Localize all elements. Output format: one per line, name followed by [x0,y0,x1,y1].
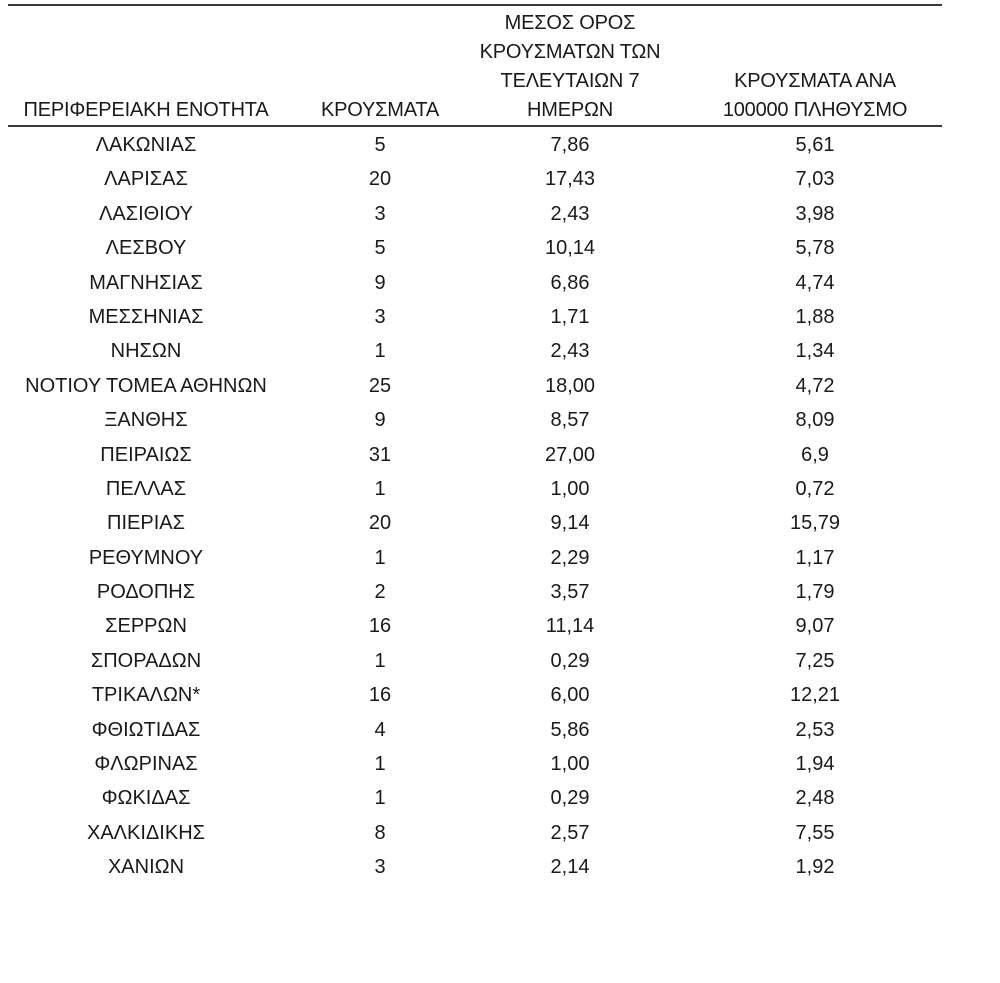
cell-per-100k: 4,74 [795,271,835,294]
cell-region: ΡΟΔΟΠΗΣ [96,581,196,604]
cell-per-100k: 1,92 [795,856,835,879]
cell-per-100k: 6,9 [801,443,829,466]
cell-per-100k: 8,09 [795,409,835,432]
cell-per-100k: 5,61 [795,134,835,156]
cell-avg-7-days: 6,00 [550,684,590,707]
cell-avg-7-days: 8,57 [550,409,590,432]
cell-region: ΧΑΝΙΩΝ [107,856,185,879]
cell-avg-7-days: 6,86 [550,271,590,294]
table-header-rule [8,125,942,127]
header-cases-label: ΚΡΟΥΣΜΑΤΑ [320,99,440,121]
table-row [8,233,942,267]
cell-avg-7-days: 10,14 [544,237,596,260]
table-row [8,336,942,370]
cell-avg-7-days: 2,57 [550,821,590,844]
cell-region: ΛΕΣΒΟΥ [105,237,187,260]
cell-per-100k: 2,53 [795,718,835,741]
cell-cases: 1 [374,477,386,500]
cell-cases: 1 [374,340,386,363]
cell-per-100k: 3,98 [795,202,835,225]
cell-avg-7-days: 3,57 [550,581,590,604]
table-row [8,164,942,198]
cell-region: ΛΑΡΙΣΑΣ [104,168,188,191]
cell-avg-7-days: 2,43 [550,202,590,225]
table-body [8,130,942,887]
cell-avg-7-days: 0,29 [550,649,590,672]
cell-per-100k: 1,34 [795,340,835,363]
cell-per-100k: 7,55 [795,821,835,844]
cell-per-100k: 2,48 [795,787,835,810]
cell-cases: 5 [374,134,386,156]
header-avg-line: ΜΕΣΟΣ ΟΡΟΣ [504,12,636,34]
cell-region: ΛΑΣΙΘΙΟΥ [99,202,193,225]
cell-per-100k: 1,17 [795,546,835,569]
cell-region: ΠΙΕΡΙΑΣ [107,512,185,535]
table-row [8,405,942,439]
cell-cases: 3 [374,202,386,225]
cell-cases: 20 [368,168,392,191]
header-per-100k [690,67,940,125]
table-row [8,543,942,577]
table-row [8,474,942,508]
cell-avg-7-days: 2,43 [550,340,590,363]
table-row [8,508,942,542]
cell-region: ΜΕΣΣΗΝΙΑΣ [88,305,204,328]
cell-cases: 4 [374,718,386,741]
cell-avg-7-days: 17,43 [544,168,596,191]
cell-cases: 1 [374,787,386,810]
cell-region: ΛΑΚΩΝΙΑΣ [95,134,197,156]
header-avg-7-days [460,9,680,125]
table-row [8,646,942,680]
cell-cases: 2 [374,581,386,604]
cell-avg-7-days: 1,00 [550,477,590,500]
header-avg-line: ΤΕΛΕΥΤΑΙΩΝ 7 [500,70,640,92]
table-row [8,783,942,817]
header-per100k-line: 100000 ΠΛΗΘΥΣΜΟ [722,99,908,121]
cell-avg-7-days: 0,29 [550,787,590,810]
table-row [8,852,942,886]
cell-region: ΦΩΚΙΔΑΣ [101,787,191,810]
cell-region: ΣΠΟΡΑΔΩΝ [90,649,202,672]
table-row [8,302,942,336]
cell-region: ΜΑΓΝΗΣΙΑΣ [89,271,203,294]
cell-cases: 9 [374,271,386,294]
cell-cases: 5 [374,237,386,260]
cell-cases: 3 [374,856,386,879]
cell-cases: 1 [374,753,386,776]
cell-avg-7-days: 18,00 [544,374,596,397]
cell-avg-7-days: 1,00 [550,753,590,776]
cell-cases: 3 [374,305,386,328]
cell-region: ΝΟΤΙΟΥ ΤΟΜΕΑ ΑΘΗΝΩΝ [25,374,267,397]
cell-cases: 8 [374,821,386,844]
cell-per-100k: 1,79 [795,581,835,604]
cell-per-100k: 0,72 [795,477,835,500]
header-cases [300,96,460,125]
cell-per-100k: 9,07 [795,615,835,638]
table-row [8,577,942,611]
cell-region: ΦΘΙΩΤΙΔΑΣ [91,718,201,741]
cell-per-100k: 7,25 [795,649,835,672]
cell-avg-7-days: 11,14 [545,615,595,638]
cell-per-100k: 5,78 [795,237,835,260]
cell-cases: 31 [368,443,392,466]
table-row [8,130,942,164]
cell-per-100k: 12,21 [789,684,841,707]
table-row [8,199,942,233]
cell-region: ΝΗΣΩΝ [110,340,182,363]
table-row [8,818,942,852]
cell-avg-7-days: 2,14 [550,856,590,879]
table-row [8,715,942,749]
cell-cases: 1 [374,546,386,569]
cell-avg-7-days: 7,86 [550,134,590,156]
cell-cases: 9 [374,409,386,432]
cell-region: ΞΑΝΘΗΣ [104,409,188,432]
header-avg-line: ΗΜΕΡΩΝ [527,99,613,121]
cell-region: ΡΕΘΥΜΝΟΥ [88,546,204,569]
cell-per-100k: 7,03 [795,168,835,191]
cell-per-100k: 4,72 [795,374,835,397]
header-region [8,96,284,125]
cell-per-100k: 15,79 [789,512,841,535]
table-top-rule [8,4,942,6]
cell-region: ΦΛΩΡΙΝΑΣ [94,753,198,776]
cell-region: ΠΕΙΡΑΙΩΣ [100,443,192,466]
cell-cases: 20 [368,512,392,535]
table-row [8,749,942,783]
header-region-label: ΠΕΡΙΦΕΡΕΙΑΚΗ ΕΝΟΤΗΤΑ [23,99,269,121]
cell-avg-7-days: 1,71 [550,305,590,328]
cell-cases: 16 [368,684,392,707]
table-row [8,371,942,405]
cell-region: ΤΡΙΚΑΛΩΝ* [91,684,201,707]
cell-cases: 1 [374,649,386,672]
cell-region: ΧΑΛΚΙΔΙΚΗΣ [87,821,205,844]
cell-per-100k: 1,88 [795,305,835,328]
table-row [8,440,942,474]
cell-cases: 25 [368,374,392,397]
table-row [8,680,942,714]
cell-avg-7-days: 5,86 [550,718,590,741]
table-row [8,611,942,645]
header-per100k-line: ΚΡΟΥΣΜΑΤΑ ΑΝΑ [734,70,896,92]
cell-avg-7-days: 9,14 [550,512,590,535]
header-avg-line: ΚΡΟΥΣΜΑΤΩΝ ΤΩΝ [479,41,661,63]
cell-per-100k: 1,94 [795,753,835,776]
cell-region: ΣΕΡΡΩΝ [105,615,187,638]
cell-avg-7-days: 2,29 [550,546,590,569]
cell-cases: 16 [368,615,392,638]
cell-region: ΠΕΛΛΑΣ [105,477,187,500]
cell-avg-7-days: 27,00 [544,443,596,466]
table-row [8,268,942,302]
